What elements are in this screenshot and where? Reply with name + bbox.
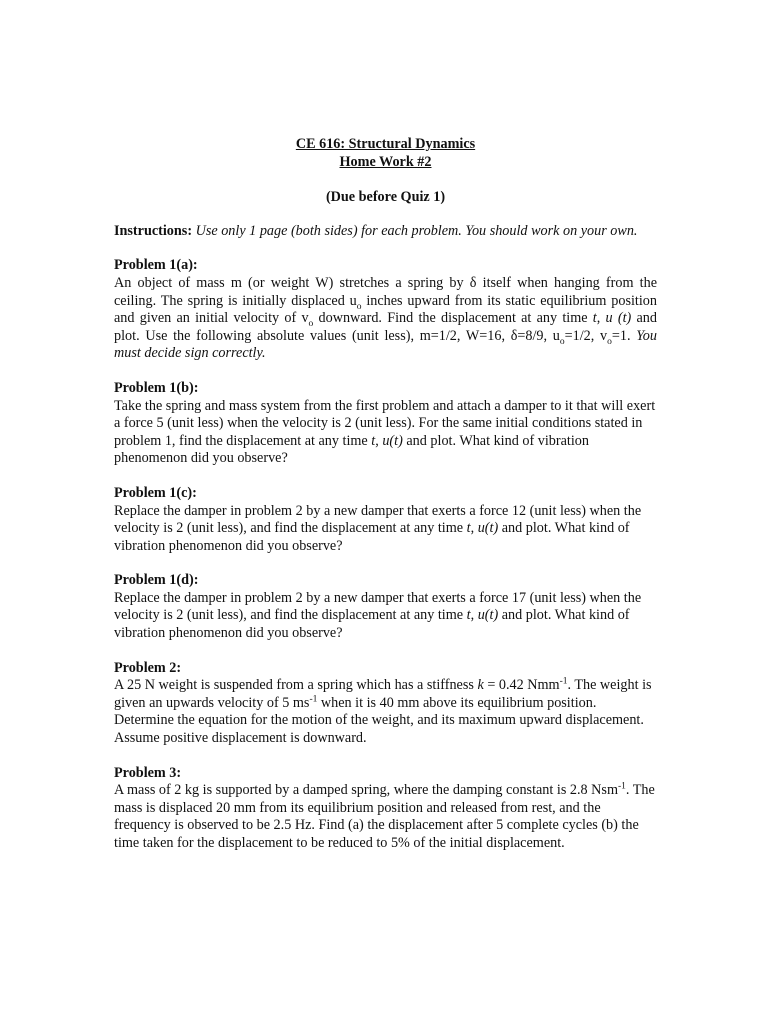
superscript: -1: [559, 676, 568, 687]
problem-text-part: Replace the damper in problem 2 by a new damper that exerts a force 12 (unit less) when the velocity is 2 (unit less), and find the displacement at any time: [114, 502, 642, 537]
course-title: CE 616: Structural Dynamics: [295, 136, 476, 152]
problem-heading: Problem 1(d):: [114, 572, 199, 589]
superscript: -1: [309, 694, 318, 705]
problem-text-part: ,: [375, 432, 383, 449]
problem-heading: Problem 1(a):: [114, 257, 198, 274]
variable-ut: u(t): [382, 432, 403, 449]
sign-note: You must decide sign correctly.: [114, 327, 657, 362]
instructions: [114, 223, 657, 241]
problem-text-part: A mass of 2 kg is supported by a damped spring, where the damping constant is 2.8 Nsm: [114, 782, 618, 799]
problem-heading: Problem 3:: [114, 764, 182, 781]
subscript: o: [607, 336, 612, 347]
problem-text-part: and plot. What kind of vibration phenomenon did you observe?: [114, 520, 630, 554]
problem-heading: Problem 1(c):: [114, 484, 197, 501]
variable-ut: u(t): [477, 607, 499, 624]
problem-1d: [114, 572, 657, 642]
problem-text-part: Replace the damper in problem 2 by a new damper that exerts a force 17 (unit less) when the velocity is 2 (unit less), and find the displacement at any time: [114, 589, 642, 624]
problem-text-part: and plot. Use the following absolute values (unit less), m=1/2, W=16, δ=8/9, u: [114, 310, 657, 344]
problem-text-part: when it is 40 mm above its equilibrium position. Determine the equation for the motion of the weight, and its maximum upward displacement. Assume positive displacement is downward.: [114, 694, 644, 747]
superscript: -1: [617, 781, 626, 792]
problem-text-part: = 0.42 Nmm: [483, 677, 560, 694]
problem-heading: Problem 2:: [114, 659, 182, 676]
problem-text: [114, 275, 657, 363]
document-header: [114, 136, 657, 171]
problem-1a: [114, 257, 657, 363]
problem-text: [114, 503, 657, 556]
problem-text-part: ,: [470, 520, 478, 537]
assignment-title: Home Work #2: [339, 153, 432, 170]
instructions-label: Instructions:: [114, 222, 193, 239]
problem-text-part: downward. Find the displacement at any time: [313, 310, 593, 327]
variable-t: t: [371, 432, 376, 449]
problem-text: [114, 590, 657, 643]
problem-text-part: =1.: [611, 327, 637, 344]
problem-text-part: ,: [470, 607, 478, 624]
problem-text-part: ,: [596, 310, 606, 327]
problem-1c: [114, 485, 657, 555]
problem-text-part: inches upward from its static equilibrium position and given an initial velocity of v: [114, 292, 657, 327]
due-note: (Due before Quiz 1): [325, 189, 446, 206]
subscript: o: [356, 301, 362, 312]
problem-2: [114, 660, 657, 748]
subscript: o: [308, 318, 314, 329]
problem-3: [114, 765, 657, 853]
problem-heading: Problem 1(b):: [114, 379, 199, 396]
variable-t: t: [466, 607, 471, 624]
problem-text-part: A 25 N weight is suspended from a spring which has a stiffness: [114, 677, 478, 694]
problem-text-part: Take the spring and mass system from the first problem and attach a damper to it that will exert a force 5 (unit less) when the velocity is 2 (unit less). For the same initial conditions stated in problem 1, find the displacement at any time: [114, 397, 656, 449]
variable-ut: u (t): [605, 310, 632, 327]
variable-k: k: [477, 677, 484, 694]
variable-t: t: [592, 310, 597, 327]
problem-text: [114, 677, 657, 747]
problem-text-part: =1/2, v: [564, 327, 608, 344]
problem-text-part: An object of mass m (or weight W) stretches a spring by δ itself when hanging from the ceiling. The spring is initially displaced u: [114, 274, 657, 309]
homework-page: [114, 136, 657, 853]
problem-text: [114, 782, 657, 852]
problem-text: [114, 398, 657, 468]
variable-ut: u(t): [477, 520, 499, 537]
problem-text-part: . The mass is displaced 20 mm from its equilibrium position and released from rest, and the frequency is observed to be 2.5 Hz. Find (a) the displacement after 5 complete cycles (b) the time taken for the displacement to be reduced to 5% of the initial displacement.: [114, 782, 655, 851]
problem-1b: [114, 380, 657, 468]
problem-text-part: and plot. What kind of vibration phenomenon did you observe?: [114, 607, 630, 642]
variable-t: t: [466, 520, 471, 537]
subscript: o: [559, 336, 565, 347]
instructions-text: Use only 1 page (both sides) for each problem. You should work on your own.: [195, 222, 638, 239]
problem-text-part: and plot. What kind of vibration phenomenon did you observe?: [114, 432, 589, 467]
problem-text-part: . The weight is given an upwards velocity of 5 ms: [114, 677, 652, 711]
